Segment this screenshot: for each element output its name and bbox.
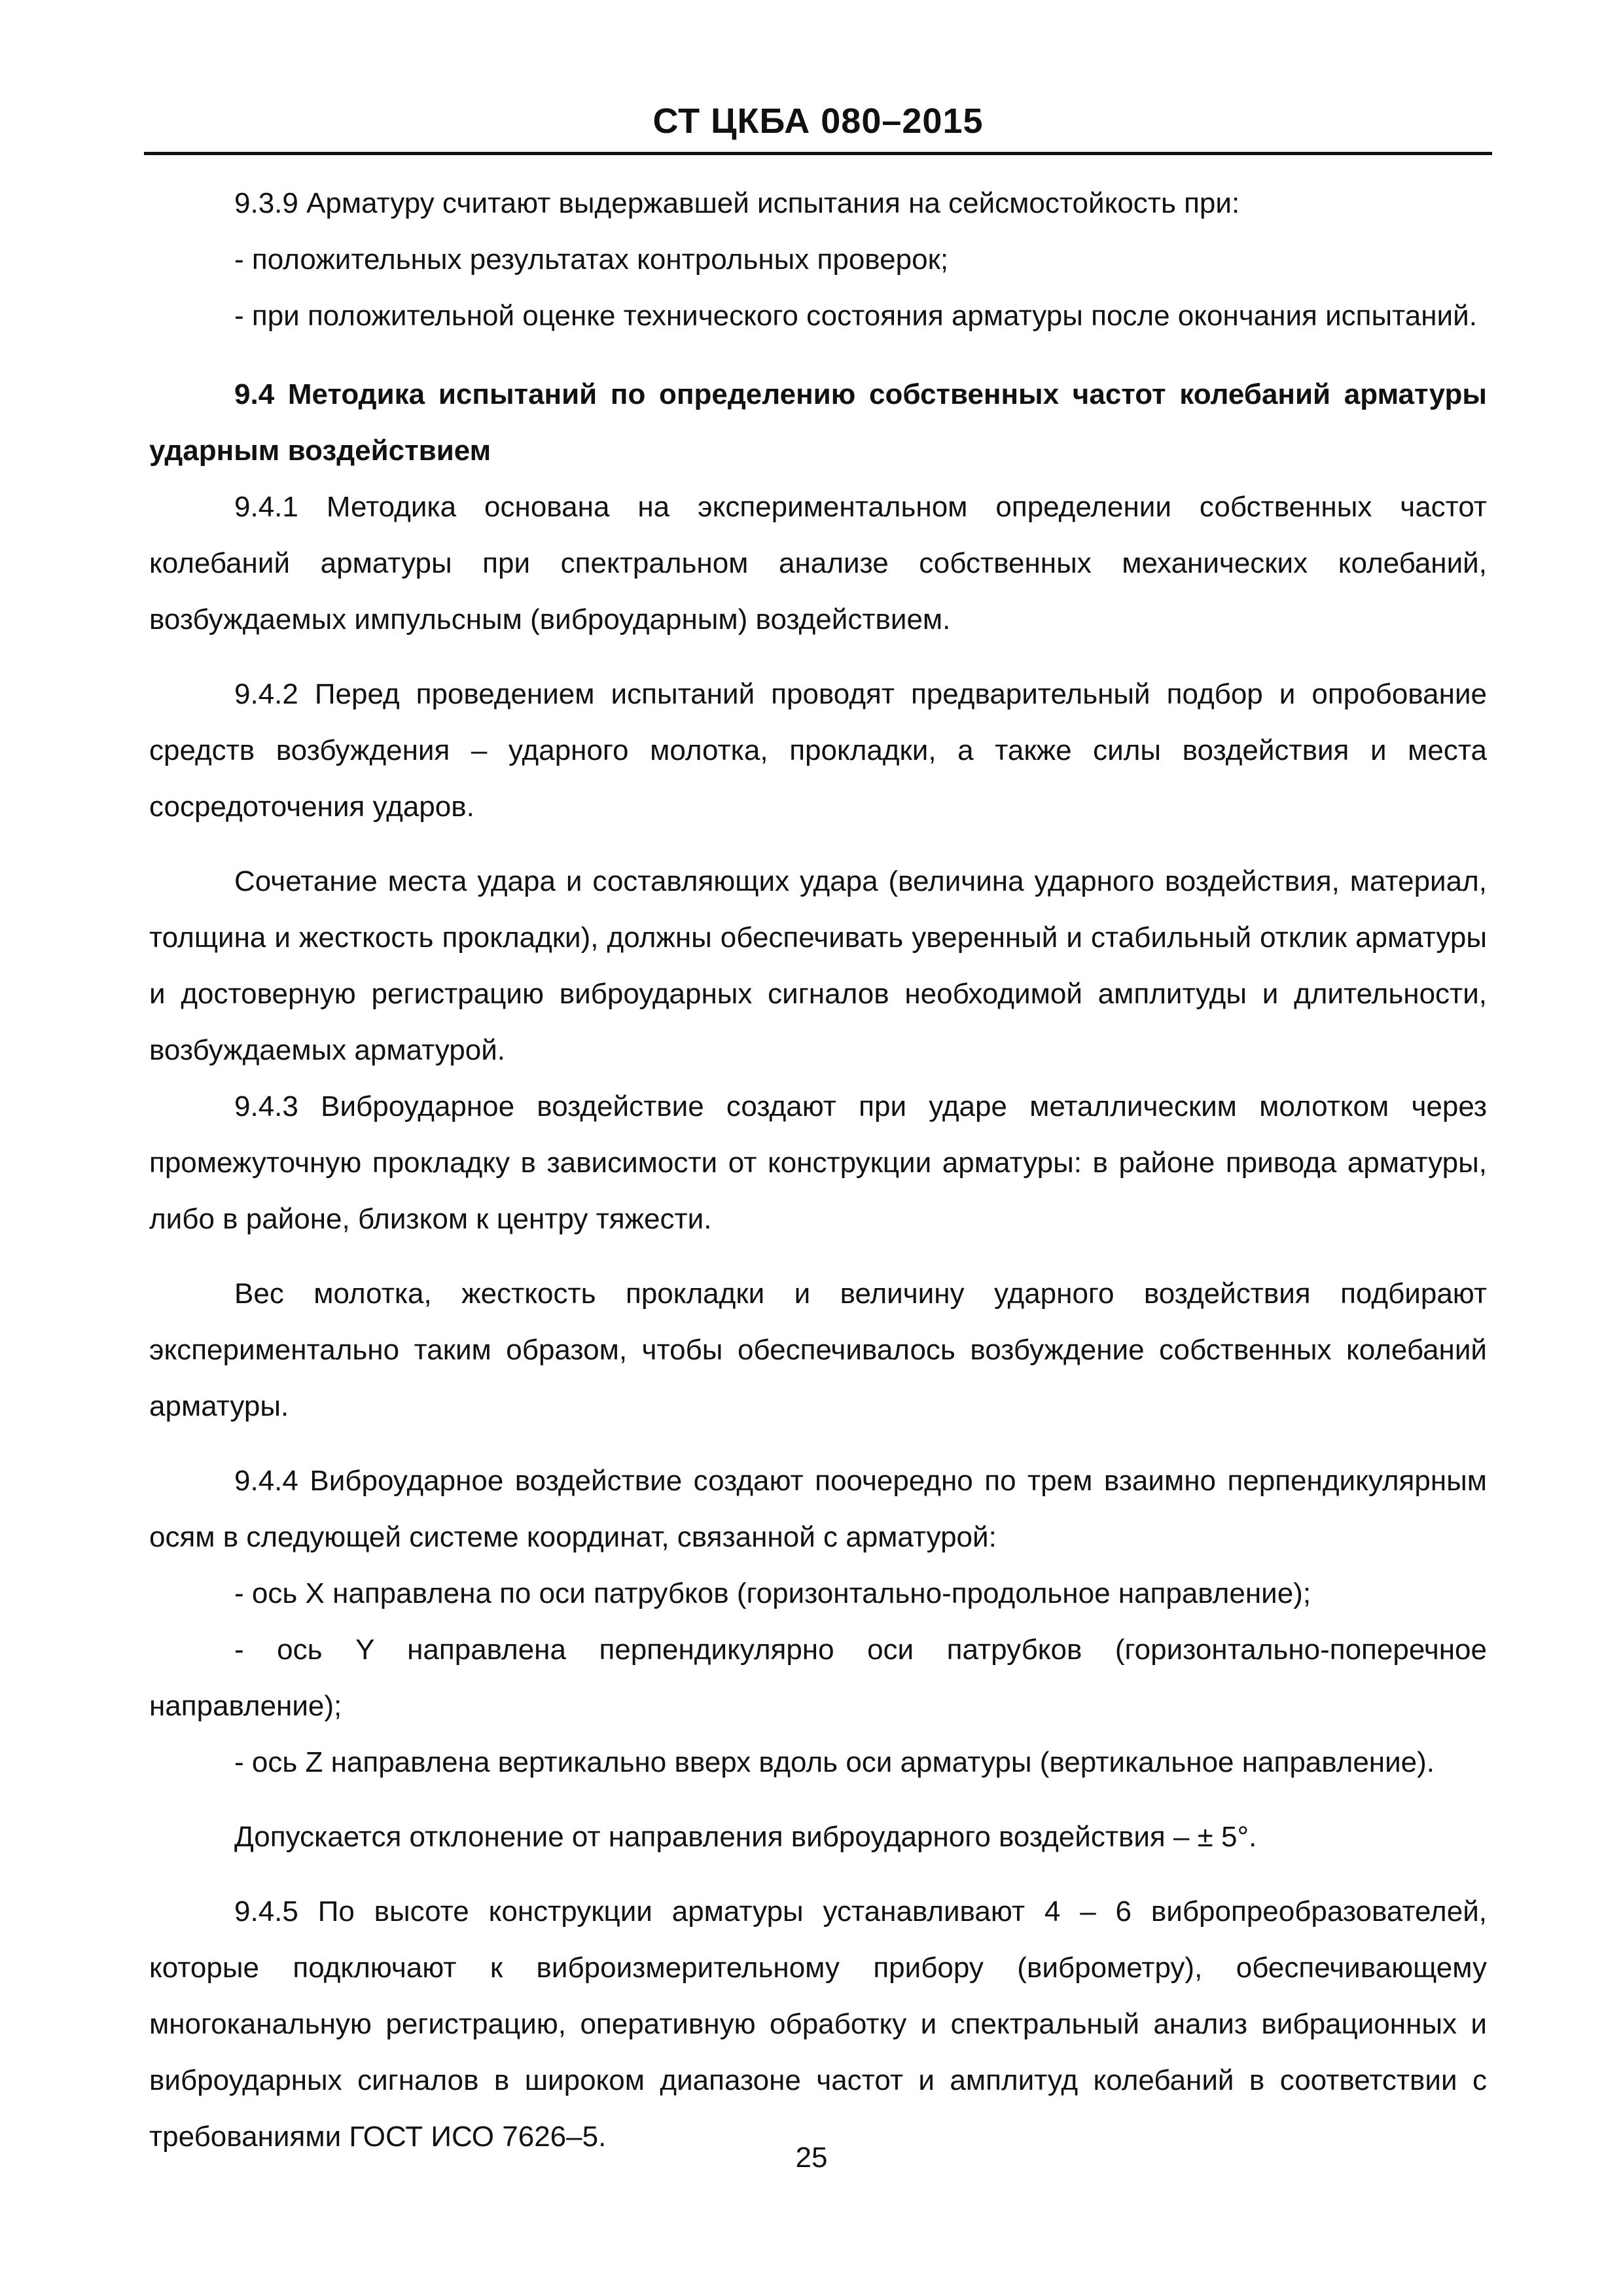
document-code: СТ ЦКБА 080–2015 — [652, 101, 984, 141]
clause-9-4-2: 9.4.2 Перед проведением испытаний проводят предварительный подбор и опробование средств возбуждения – ударного молотка, прокладки, а также силы воздействия и места сосредоточения ударов. — [149, 678, 1487, 823]
document-body — [149, 175, 1487, 2165]
list-item: - ось Y направлена перпендикулярно оси патрубков (горизонтально-поперечное направление); — [149, 1634, 1487, 1722]
section-heading-9-4: 9.4 Методика испытаний по определению собственных частот колебаний арматуры ударным воздействием — [149, 378, 1487, 467]
page-header — [144, 98, 1492, 157]
clause-9-4-3: 9.4.3 Виброударное воздействие создают при ударе металлическим молотком через промежуточную прокладку в зависимости от конструкции арматуры: в районе привода арматуры, либо в районе, близком к центру тяжести. — [149, 1090, 1487, 1235]
clause-9-4-1: 9.4.1 Методика основана на экспериментальном определении собственных частот колебаний арматуры при спектральном анализе собственных механических колебаний, возбуждаемых импульсным (виброударным) воздействием. — [149, 491, 1487, 636]
list-item: - положительных результатах контрольных проверок; — [234, 243, 949, 276]
paragraph: Допускается отклонение от направления виброударного воздействия – ± 5°. — [234, 1821, 1257, 1853]
header-rule — [144, 152, 1492, 155]
paragraph: Вес молотка, жесткость прокладки и величину ударного воздействия подбирают экспериментально таким образом, чтобы обеспечивалось возбуждение собственных колебаний арматуры. — [149, 1278, 1487, 1422]
list-item: - ось X направлена по оси патрубков (горизонтально-продольное направление); — [234, 1577, 1311, 1609]
list-item: - при положительной оценке технического состояния арматуры после окончания испытаний. — [234, 300, 1477, 332]
page-number: 25 — [795, 2142, 828, 2174]
clause-9-3-9: 9.3.9 Арматуру считают выдержавшей испытания на сейсмостойкость при: — [234, 187, 1240, 219]
list-item: - ось Z направлена вертикально вверх вдоль оси арматуры (вертикальное направление). — [234, 1746, 1435, 1778]
paragraph: Сочетание места удара и составляющих удара (величина ударного воздействия, материал, толщина и жесткость прокладки), должны обеспечивать уверенный и стабильный отклик арматуры и достоверную регистрацию виброударных сигналов необходимой амплитуды и длительности, возбуждаемых арматурой. — [149, 865, 1487, 1066]
clause-9-4-4: 9.4.4 Виброударное воздействие создают поочередно по трем взаимно перпендикулярным осям в следующей системе координат, связанной с арматурой: — [149, 1465, 1487, 1553]
clause-9-4-5: 9.4.5 По высоте конструкции арматуры устанавливают 4 – 6 вибропреобразователей, которые подключают к виброизмерительному прибору (виброметру), обеспечивающему многоканальную регистрацию, оперативную обработку и спектральный анализ вибрационных и виброударных сигналов в широком диапазоне частот и амплитуд колебаний в соответствии с требованиями ГОСТ ИСО 7626–5. — [149, 1895, 1487, 2153]
